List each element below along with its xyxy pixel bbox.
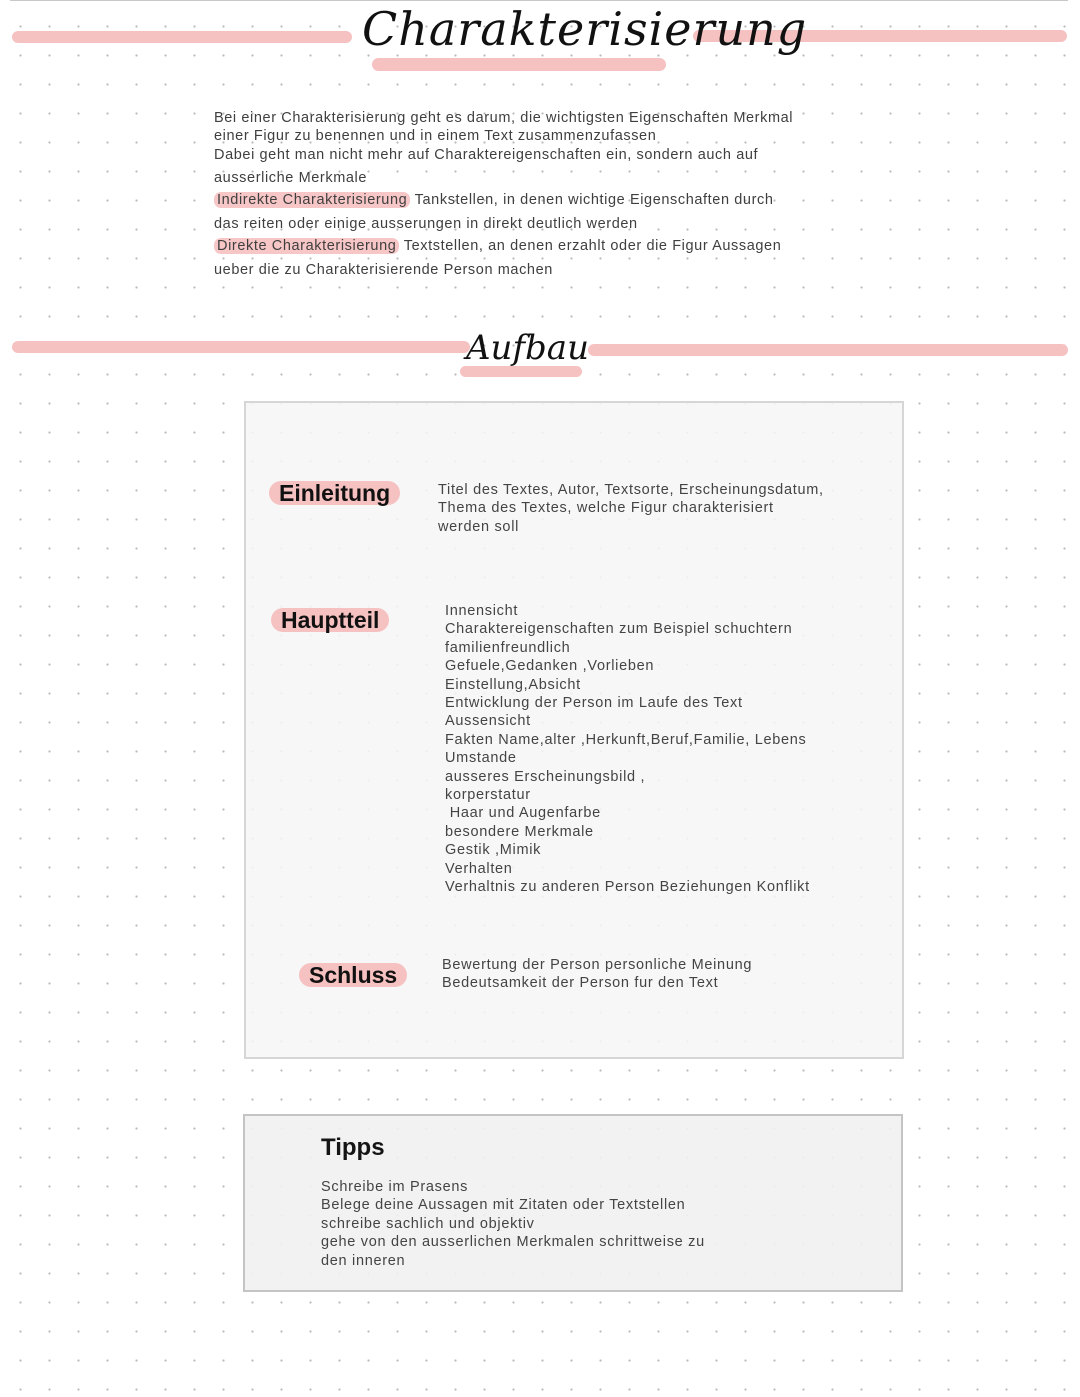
- top-rule: [10, 0, 1068, 1]
- structure-card: [244, 401, 904, 1059]
- text-line: ausseres Erscheinungsbild ,: [445, 768, 646, 785]
- text-line: Haar und Augenfarbe: [445, 805, 601, 822]
- intro-line: einer Figur zu benennen und in einem Text zusammenzufassen: [214, 128, 657, 144]
- tips-list: [321, 1178, 705, 1270]
- indirekt-line-2: das reiten oder einige ausserungen in direkt deutlich werden: [214, 216, 638, 232]
- text-line: Titel des Textes, Autor, Textsorte, Erscheinungsdatum,: [438, 482, 824, 498]
- text-line: Charaktereigenschaften zum Beispiel schuchtern: [445, 621, 793, 638]
- tip-item: gehe von den ausserlichen Merkmalen schrittweise zu: [321, 1234, 705, 1251]
- intro-line: ausserliche Merkmale: [214, 170, 368, 186]
- indirekt-label: Indirekte Charakterisierung: [214, 192, 410, 208]
- text-line: Gefuele,Gedanken ,Vorlieben: [445, 658, 655, 675]
- text-line: Aussensicht: [445, 713, 531, 730]
- direkt-label: Direkte Charakterisierung: [214, 238, 399, 254]
- direkt-text: Textstellen, an denen erzahlt oder die Figur Aussagen: [399, 238, 782, 254]
- indirekt-line: [214, 190, 854, 210]
- text-line: Gestik ,Mimik: [445, 842, 542, 859]
- text-line: korperstatur: [445, 787, 531, 804]
- schluss-label: Schluss: [299, 963, 407, 987]
- intro-text: [214, 108, 854, 280]
- tip-item: den inneren: [321, 1252, 406, 1269]
- text-line: Entwicklung der Person im Laufe des Text: [445, 695, 743, 712]
- text-line: familienfreundlich: [445, 639, 571, 656]
- page-title: Charakterisierung: [362, 2, 808, 56]
- title-underline: [372, 58, 666, 71]
- direkt-line: [214, 236, 854, 256]
- tip-item: Schreibe im Prasens: [321, 1179, 469, 1195]
- text-line: Verhaltnis zu anderen Person Beziehungen Konflikt: [445, 879, 810, 896]
- indirekt-text: Tankstellen, in denen wichtige Eigenschaften durch: [410, 192, 774, 208]
- title-band-left: [12, 31, 352, 43]
- text-line: Einstellung,Absicht: [445, 676, 581, 693]
- section-band-right: [588, 344, 1068, 356]
- text-line: Thema des Textes, welche Figur charakterisiert: [438, 500, 774, 517]
- section-band-left: [12, 341, 470, 353]
- section-title: Aufbau: [466, 328, 589, 368]
- intro-line: Dabei geht man nicht mehr auf Charaktereigenschaften ein, sondern auch auf: [214, 147, 759, 163]
- text-line: Umstande: [445, 750, 517, 767]
- einleitung-label: Einleitung: [269, 481, 400, 505]
- text-line: werden soll: [438, 518, 520, 535]
- einleitung-text: [438, 481, 824, 536]
- tip-item: Belege deine Aussagen mit Zitaten oder Textstellen: [321, 1197, 686, 1214]
- text-line: Fakten Name,alter ,Herkunft,Beruf,Familie, Lebens: [445, 731, 807, 748]
- text-line: Bewertung der Person personliche Meinung: [442, 957, 753, 973]
- text-line: Innensicht: [445, 603, 519, 619]
- tips-card: [243, 1114, 903, 1292]
- hauptteil-text: [445, 602, 810, 897]
- text-line: Verhalten: [445, 860, 513, 877]
- tip-item: schreibe sachlich und objektiv: [321, 1215, 535, 1232]
- intro-line: Bei einer Charakterisierung geht es darum, die wichtigsten Eigenschaften Merkmal: [214, 110, 794, 126]
- text-line: Bedeutsamkeit der Person fur den Text: [442, 975, 719, 992]
- tips-heading: Tipps: [321, 1134, 385, 1161]
- schluss-text: [442, 956, 752, 993]
- direkt-line-2: ueber die zu Charakterisierende Person machen: [214, 262, 553, 278]
- text-line: besondere Merkmale: [445, 823, 594, 840]
- hauptteil-label: Hauptteil: [271, 608, 389, 632]
